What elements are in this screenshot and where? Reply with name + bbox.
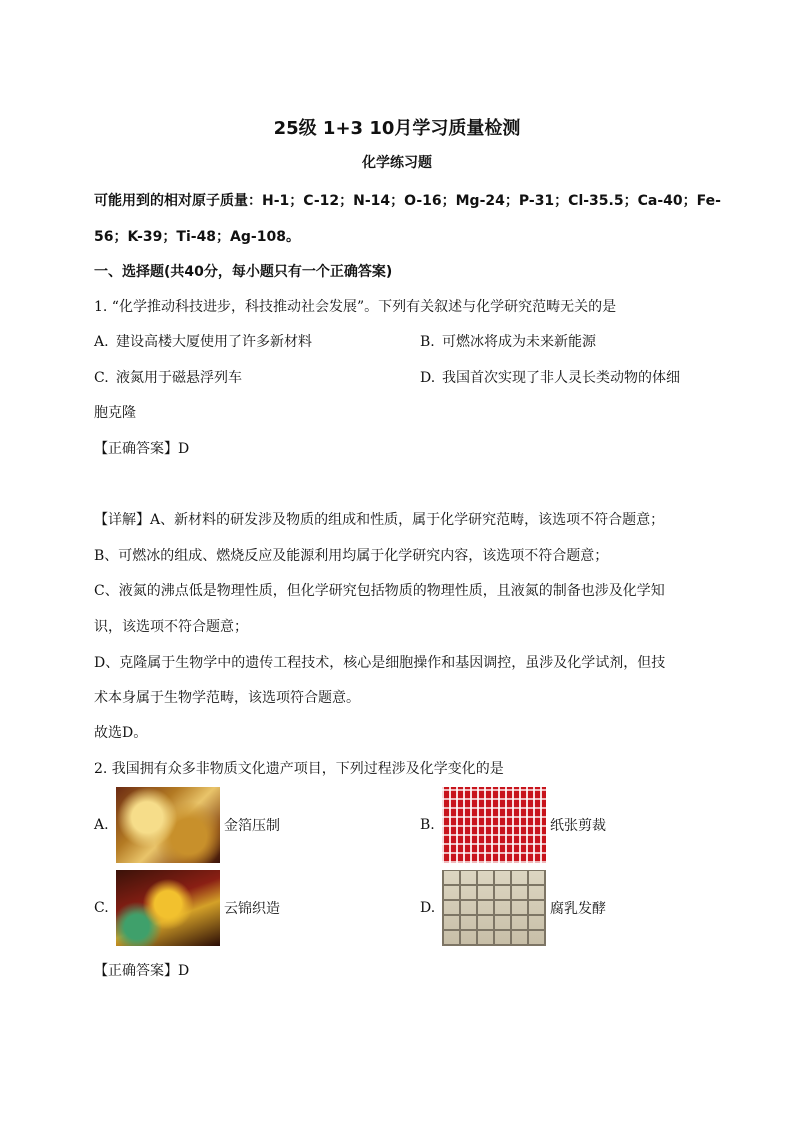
q1-explanation-line: C、液氮的沸点低是物理性质，但化学研究包括物质的物理性质，且液氮的制备也涉及化学知 [94, 583, 665, 599]
gold-foil-photo [116, 787, 220, 863]
option-text: 金箔压制 [224, 818, 280, 834]
q1-explanation-line: B、可燃冰的组成、燃烧反应及能源利用均属于化学研究内容，该选项不符合题意； [94, 548, 609, 564]
question-2-stem: 2. 我国拥有众多非物质文化遗产项目，下列过程涉及化学变化的是 [94, 761, 504, 777]
paper-cutting-photo [442, 787, 546, 863]
option-letter: D. [420, 370, 436, 386]
q1-option-d-continuation: 胞克隆 [94, 405, 136, 421]
option-letter: D. [420, 900, 436, 916]
option-text: 云锦织造 [224, 901, 280, 917]
option-letter: A. [94, 334, 109, 350]
option-text: 纸张剪裁 [550, 818, 606, 834]
document-title: 25级 1+3 10月学习质量检测 [273, 118, 521, 139]
q2-option-d [420, 870, 606, 946]
section-heading: 一、选择题(共40分，每小题只有一个正确答案) [94, 264, 393, 280]
q1-option-a [94, 331, 312, 351]
option-text: 液氮用于磁悬浮列车 [116, 370, 242, 386]
q1-option-d [420, 367, 680, 387]
brocade-photo [116, 870, 220, 946]
option-text: 可燃冰将成为未来新能源 [442, 334, 596, 350]
atomic-mass-line-1: 可能用到的相对原子质量：H-1；C-12；N-14；O-16；Mg-24；P-31；Cl-35.5；Ca-40；Fe- [94, 193, 721, 209]
option-text: 腐乳发酵 [550, 901, 606, 917]
q1-explanation-line: D、克隆属于生物学中的遗传工程技术，核心是细胞操作和基因调控，虽涉及化学试剂，但技 [94, 655, 666, 671]
q1-explanation-line: 识，该选项不符合题意； [94, 619, 248, 635]
q1-conclusion: 故选D。 [94, 725, 148, 741]
option-letter: B. [420, 817, 435, 833]
q2-option-c [94, 870, 280, 946]
option-text: 建设高楼大厦使用了许多新材料 [116, 334, 312, 350]
q1-answer: 【正确答案】D [94, 441, 190, 457]
atomic-mass-line-2: 56；K-39；Ti-48；Ag-108。 [94, 229, 300, 245]
q1-explanation-line: 术本身属于生物学范畴，该选项符合题意。 [94, 690, 360, 706]
q1-option-b [420, 331, 596, 351]
q2-option-a [94, 787, 280, 863]
q2-answer: 【正确答案】D [94, 963, 190, 979]
q1-option-c [94, 367, 242, 387]
option-letter: B. [420, 334, 435, 350]
option-letter: A. [94, 817, 109, 833]
option-letter: C. [94, 370, 109, 386]
option-letter: C. [94, 900, 109, 916]
q2-option-b [420, 787, 606, 863]
option-text: 我国首次实现了非人灵长类动物的体细 [442, 370, 680, 386]
document-subtitle: 化学练习题 [362, 155, 432, 171]
q1-explanation-line: 【详解】A、新材料的研发涉及物质的组成和性质，属于化学研究范畴，该选项不符合题意； [94, 512, 665, 528]
question-1-stem: 1. “化学推动科技进步，科技推动社会发展”。下列有关叙述与化学研究范畴无关的是 [94, 299, 617, 315]
fermented-tofu-photo [442, 870, 546, 946]
